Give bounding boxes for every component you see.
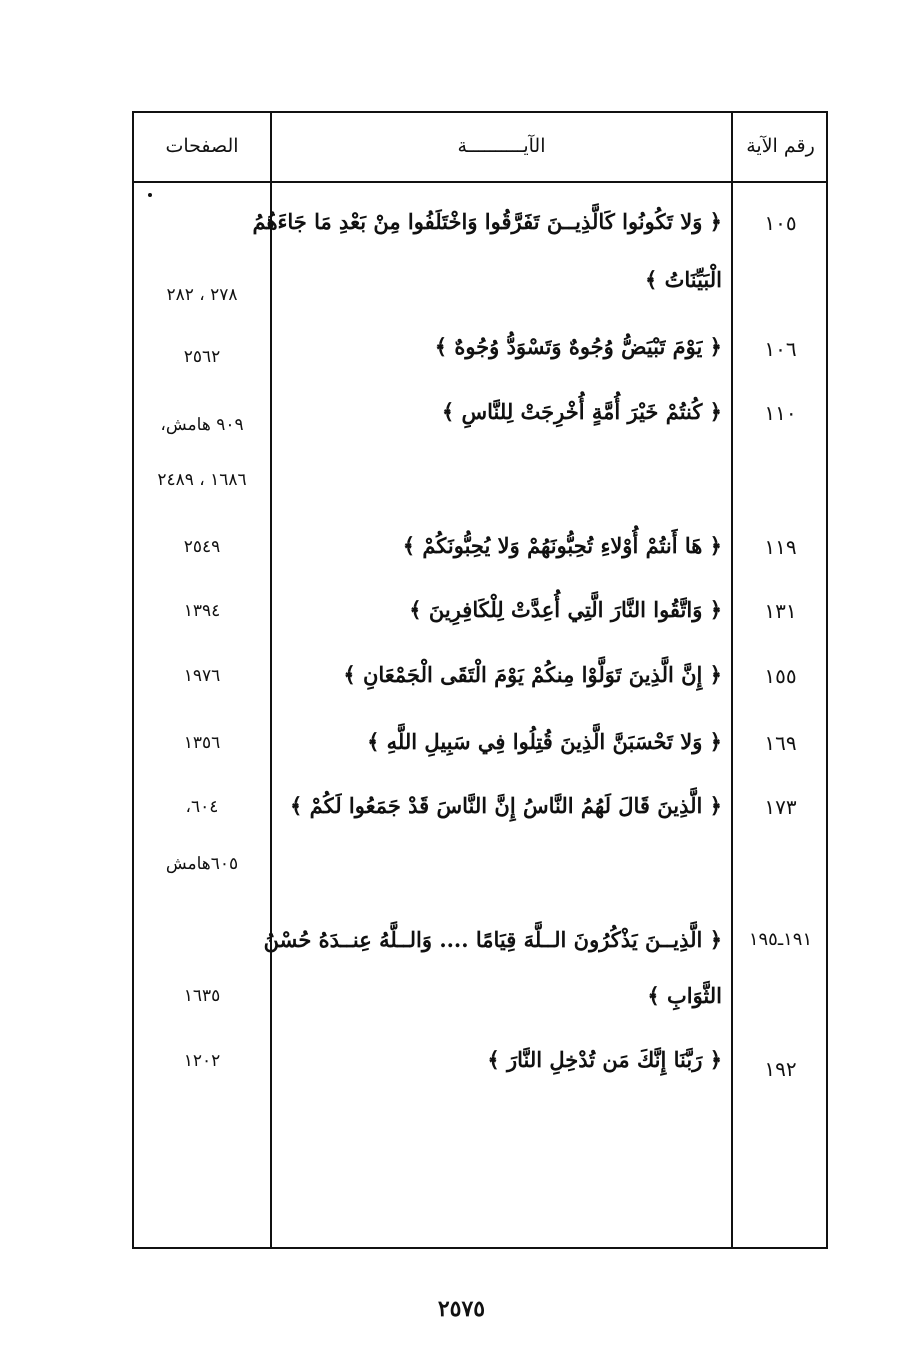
ayah-number: ١٣١ [764, 599, 797, 623]
page-refs: ١٩٧٦ [183, 666, 221, 686]
page-refs: ١٦٨٦ ، ٢٤٨٩ [157, 470, 247, 490]
page-refs: ١٦٣٥ [183, 986, 221, 1006]
ayah-text: ﴿ الَّذِينَ قَالَ لَهُمُ النَّاسُ إِنَّ النَّاسَ قَدْ جَمَعُوا لَكُمْ ﴾ [290, 793, 722, 818]
page-refs: ٦٠٥هامش [165, 854, 239, 874]
ayah-text: ﴿ هَا أَنتُمْ أُوْلاءِ تُحِبُّونَهُمْ وَلا يُحِبُّونَكُمْ ﴾ [402, 533, 722, 558]
header-divider [134, 181, 826, 183]
page-refs: ٩٠٩ هامش، [160, 415, 244, 435]
page-number: ٢٥٧٥ [437, 1296, 486, 1322]
ayah-number: ١١٠ [764, 401, 797, 425]
index-table [132, 111, 828, 1249]
ayah-number: ١١٩ [764, 535, 797, 559]
ayah-text: الثَّوَابِ ﴾ [647, 983, 722, 1008]
ayah-number: ١٠٦ [764, 337, 797, 361]
ayah-text: ﴿ يَوْمَ تَبْيَضُّ وُجُوهٌ وَتَسْوَدُّ وُجُوهٌ ﴾ [434, 334, 722, 359]
page-refs: ١٣٥٦ [183, 733, 221, 753]
header-pages: الصفحات [165, 135, 239, 157]
ayah-number: ١٠٥ [764, 211, 797, 235]
ayah-text: ﴿ الَّذِيــنَ يَذْكُرُونَ الــلَّهَ قِيَامًا .... وَالــلَّهُ عِنــدَهُ حُسْنُ [263, 927, 722, 952]
ayah-text: الْبَيِّنَاتُ ﴾ [644, 267, 722, 292]
ayah-number: ١٩١ـ١٩٥ [748, 929, 813, 950]
ayah-text: ﴿ وَلا تَكُونُوا كَالَّذِيــنَ تَفَرَّقُوا وَاخْتَلَفُوا مِنْ بَعْدِ مَا جَاءَهُمُ [252, 209, 722, 234]
ayah-number: ١٥٥ [764, 664, 797, 688]
header-ayah-number: رقم الآية [746, 135, 815, 157]
ayah-text: ﴿ وَاتَّقُوا النَّارَ الَّتِي أُعِدَّتْ لِلْكَافِرِينَ ﴾ [409, 597, 722, 622]
ayah-number: ١٧٣ [764, 795, 797, 819]
ayah-text: ﴿ كُنتُمْ خَيْرَ أُمَّةٍ أُخْرِجَتْ لِلنَّاسِ ﴾ [441, 399, 722, 424]
ayah-text: ﴿ إِنَّ الَّذِينَ تَوَلَّوْا مِنكُمْ يَوْمَ الْتَقَى الْجَمْعَانِ ﴾ [343, 662, 722, 687]
ayah-text: ﴿ رَبَّنَا إِنَّكَ مَن تُدْخِلِ النَّارَ ﴾ [487, 1047, 722, 1072]
ayah-text: ﴿ وَلا تَحْسَبَنَّ الَّذِينَ قُتِلُوا فِي سَبِيلِ اللَّهِ ﴾ [367, 729, 722, 754]
page-refs: ١٢٠٢ [183, 1051, 221, 1071]
ayah-number: ١٦٩ [764, 731, 797, 755]
header-ayah: الآيــــــــــة [457, 135, 546, 157]
stray-dot [148, 193, 152, 197]
column-divider [270, 113, 272, 1247]
page-refs: ٦٠٤، [185, 797, 219, 817]
page-refs: ٢٥٦٢ [183, 347, 221, 367]
page-refs: ١٣٩٤ [183, 601, 221, 621]
page-refs: ٢٥٤٩ [183, 537, 221, 557]
ayah-number: ١٩٢ [764, 1057, 797, 1081]
page-refs: ٢٧٨ ، ٢٨٢ [166, 285, 238, 305]
